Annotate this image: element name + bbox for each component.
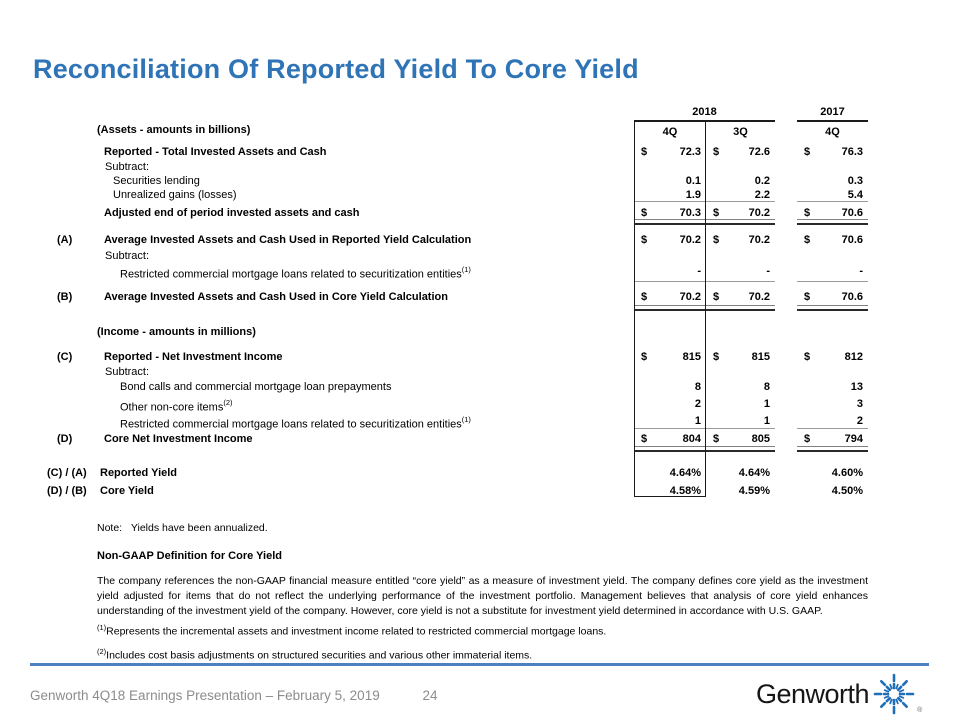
value-cell: $ 72.3 bbox=[641, 146, 701, 158]
value-cell: 0.1 bbox=[685, 175, 701, 187]
row-label: Restricted commercial mortgage loans related to securitization entities$^{(1)}$ bbox=[120, 265, 471, 281]
note-label: Note: bbox=[97, 522, 123, 534]
row-label: Securities lending bbox=[113, 175, 200, 187]
table-row bbox=[0, 325, 960, 339]
row-label: Reported Yield bbox=[100, 467, 178, 479]
quarter-header-4q17: 4Q bbox=[825, 126, 840, 138]
footnote-ref: (1) bbox=[461, 415, 471, 424]
note-text: Yields have been annualized. bbox=[130, 522, 268, 534]
value-cell: $ 70.6 bbox=[804, 207, 863, 219]
table-row bbox=[0, 160, 960, 174]
footnote-1-marker: (1) bbox=[97, 623, 107, 632]
rule-above-core-nii-2018 bbox=[634, 428, 775, 429]
page-title: Reconciliation Of Reported Yield To Core Yield bbox=[33, 54, 639, 84]
row-label: Reported - Total Invested Assets and Cash bbox=[104, 146, 327, 158]
value-cell: 3 bbox=[856, 398, 863, 410]
footnote-ref: (2) bbox=[223, 398, 233, 407]
registered-trademark: ® bbox=[917, 707, 923, 714]
footnote-1 bbox=[97, 623, 606, 638]
quarter-header-3q18: 3Q bbox=[733, 126, 748, 138]
value-cell: 4.58% bbox=[669, 485, 701, 497]
row-label: Unrealized gains (losses) bbox=[113, 189, 237, 201]
table-row bbox=[0, 264, 960, 281]
value-cell: 2.2 bbox=[754, 189, 770, 201]
footnote-ref: (1) bbox=[461, 265, 471, 274]
table-row bbox=[0, 188, 960, 202]
footnote-2-marker: (2) bbox=[97, 647, 107, 656]
table-row bbox=[0, 290, 960, 304]
value-cell: 8 bbox=[694, 381, 701, 393]
quarter-header-4q18: 4Q bbox=[662, 126, 678, 138]
nongaap-heading: Non-GAAP Definition for Core Yield bbox=[97, 550, 282, 562]
footnote-2 bbox=[97, 647, 532, 662]
value-cell: 1 bbox=[763, 398, 770, 410]
value-cell: $ 805 bbox=[713, 433, 770, 445]
value-cell: $ 812 bbox=[804, 351, 863, 363]
value-cell: $ 70.2 bbox=[641, 291, 701, 303]
value-cell: 1 bbox=[694, 415, 701, 427]
double-rule-d-2017 bbox=[797, 446, 868, 452]
value-cell: - bbox=[697, 265, 701, 277]
year-header-2018: 2018 bbox=[692, 106, 717, 118]
value-cell: $ 804 bbox=[641, 433, 701, 445]
row-letter: (D) / (B) bbox=[47, 485, 87, 497]
row-label: Bond calls and commercial mortgage loan prepayments bbox=[120, 381, 392, 393]
value-cell: 13 bbox=[850, 381, 863, 393]
row-label: Restricted commercial mortgage loans related to securitization entities$^{(1)}$ bbox=[120, 415, 471, 431]
row-label: Core Net Investment Income bbox=[104, 433, 253, 445]
value-cell: 1.9 bbox=[685, 189, 701, 201]
value-cell: $ 70.3 bbox=[641, 207, 701, 219]
table-row bbox=[0, 414, 960, 431]
double-rule-b-2018 bbox=[634, 305, 775, 311]
table-row bbox=[0, 145, 960, 159]
value-cell: 1 bbox=[763, 415, 770, 427]
table-row bbox=[0, 466, 960, 480]
value-cell: 2 bbox=[694, 398, 701, 410]
note-line bbox=[97, 521, 268, 535]
value-cell: 4.50% bbox=[831, 485, 863, 497]
value-cell: $ 70.2 bbox=[713, 207, 770, 219]
value-cell: $ 76.3 bbox=[804, 146, 863, 158]
genworth-starburst-icon bbox=[872, 672, 916, 716]
value-cell: $ 70.2 bbox=[713, 234, 770, 246]
row-letter: (B) bbox=[57, 291, 73, 303]
year-2018-underline bbox=[634, 120, 775, 122]
genworth-wordmark: Genworth bbox=[756, 679, 870, 709]
row-label: Adjusted end of period invested assets and cash bbox=[104, 207, 360, 219]
table-row bbox=[0, 233, 960, 247]
row-label: (Assets - amounts in billions) bbox=[97, 124, 251, 136]
year-2017-underline bbox=[797, 120, 868, 122]
row-label: Core Yield bbox=[100, 485, 154, 497]
value-cell: $ 794 bbox=[804, 433, 863, 445]
table-row bbox=[0, 380, 960, 394]
table-row bbox=[0, 484, 960, 498]
rule-under-restricted-2017 bbox=[797, 281, 868, 282]
value-cell: $ 815 bbox=[713, 351, 770, 363]
value-cell: 4.64% bbox=[669, 467, 701, 479]
table-row bbox=[0, 123, 960, 137]
nongaap-paragraph: The company references the non-GAAP financial measure entitled “core yield” as a measure of investment yield. The company defines core yield as the investment yield adjusted for items that do not reflect the underlying performance of the investment portfolio. Management believes that analysis of core yield enhances understanding of the investment yield of the company. However, core yield is not a substitute for investment yield determined in accordance with U.S. GAAP. bbox=[97, 575, 868, 617]
row-label: Average Invested Assets and Cash Used in Reported Yield Calculation bbox=[104, 234, 472, 246]
double-rule-b-2017 bbox=[797, 305, 868, 311]
table-row bbox=[0, 432, 960, 446]
year-header-2017: 2017 bbox=[820, 106, 845, 118]
value-cell: - bbox=[859, 265, 863, 277]
table-row bbox=[0, 365, 960, 379]
value-cell: $ 70.2 bbox=[713, 291, 770, 303]
row-letter: (D) bbox=[57, 433, 73, 445]
value-cell: $ 72.6 bbox=[713, 146, 770, 158]
value-cell: $ 815 bbox=[641, 351, 701, 363]
value-cell: $ 70.6 bbox=[804, 234, 863, 246]
footnote-1-text: Represents the incremental assets and investment income related to restricted commercial mortgage loans. bbox=[106, 625, 607, 638]
row-label: Average Invested Assets and Cash Used in Core Yield Calculation bbox=[104, 291, 448, 303]
value-cell: 5.4 bbox=[847, 189, 863, 201]
row-label: Subtract: bbox=[105, 250, 150, 262]
table-row bbox=[0, 397, 960, 414]
footer-presentation-title: Genworth 4Q18 Earnings Presentation – February 5, 2019 bbox=[30, 688, 380, 703]
value-cell: - bbox=[766, 265, 770, 277]
value-cell: $ 70.6 bbox=[804, 291, 863, 303]
value-cell: 4.60% bbox=[831, 467, 863, 479]
footnote-2-text: Includes cost basis adjustments on structured securities and various other immaterial items. bbox=[106, 649, 533, 662]
row-label: (Income - amounts in millions) bbox=[97, 326, 256, 338]
row-label: Subtract: bbox=[105, 161, 150, 173]
value-cell: $ 70.2 bbox=[641, 234, 701, 246]
table-row bbox=[0, 206, 960, 220]
table-row bbox=[0, 174, 960, 188]
row-label: Subtract: bbox=[105, 366, 150, 378]
double-rule-d-2018 bbox=[634, 446, 775, 452]
row-letter: (C) / (A) bbox=[47, 467, 87, 479]
value-cell: 2 bbox=[856, 415, 863, 427]
value-cell: 0.3 bbox=[847, 175, 863, 187]
row-letter: (C) bbox=[57, 351, 73, 363]
table-row bbox=[0, 249, 960, 263]
value-cell: 4.64% bbox=[738, 467, 770, 479]
page-number: 24 bbox=[422, 688, 438, 703]
row-label: Other non-core items$^{(2)}$ bbox=[120, 398, 233, 414]
footer-divider-rule bbox=[30, 663, 929, 666]
rule-above-core-nii-2017 bbox=[797, 428, 868, 429]
genworth-logo bbox=[756, 672, 922, 716]
value-cell: 0.2 bbox=[754, 175, 770, 187]
rule-under-restricted-2018 bbox=[634, 281, 775, 282]
value-cell: 8 bbox=[763, 381, 770, 393]
value-cell: 4.59% bbox=[738, 485, 770, 497]
table-row bbox=[0, 350, 960, 364]
row-letter: (A) bbox=[57, 234, 73, 246]
row-label: Reported - Net Investment Income bbox=[104, 351, 283, 363]
